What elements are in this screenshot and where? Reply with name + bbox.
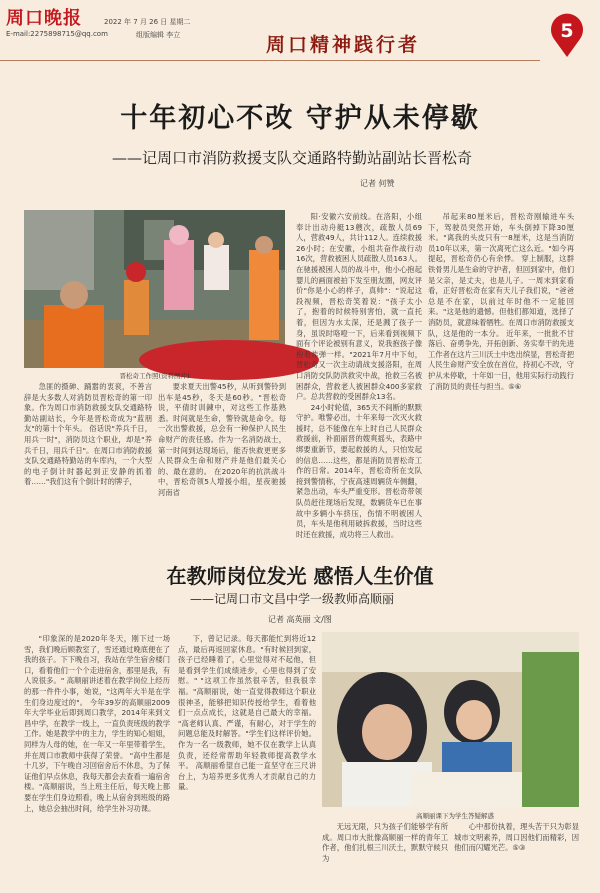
article1-paragraph: 要求夏天出警45秒，从听到警铃到出车是45秒，冬天是60秒。"晋松奇说，平倩时训鍊中，对这些工作基熟悉。时间就是生命，警铃就是命令。每一次出警救援，总会有一种保护人民生命财产的责任感。作为一名消防战士，第一时间到达现场后，能否快救更更多人民群众生命和财产并是他们最关心的、最在意的。 在2020年的抗洪战斗中，晋松奇领5人增援小组，星夜驰援河南省 [158,382,286,497]
article1-byline: 记者 何赞 [360,179,395,188]
issue-date: 2022 年 7 月 26 日 星期二 [104,18,191,26]
article1-subtitle: ——记周口市消防救援支队交通路特勤站副站长晋松奇 [112,149,473,167]
article2-subtitle: ——记周口市文昌中学一级教师高顺丽 [190,592,395,606]
article2-column-2 [178,634,316,880]
newspaper-header [0,0,600,62]
teacher-photo [322,632,579,807]
article2-title: 在教师岗位发光 感悟人生价值 [166,564,434,588]
header-divider [0,60,540,61]
article2-column-3 [322,822,448,882]
article2-paragraph: 心中那份执着，理头苦干只为彰显城市文明素养，周口因他们而精彩，因他们而闪耀光芒。⑤③ [454,822,579,853]
firefighter-photo [24,210,285,368]
page-editor: 组版编辑 李立 [136,31,181,39]
article1-paragraph: 急匪的摄砷、踊嚣的衷衮，不善言辞是大多数人对消防员晋松奇的第一印象。作为周口市消防救援支队交通路特勤站副站长，今年是晋松奇成为"蓝朋友"的第十个年头。 俗话说"养兵千日，用兵一时"，消防员这个职业，却是"养兵千日，用兵千日"。在周口市消防救援支队交通路特勤站的车库内，一个大型的电子倒计时器起到正安静的抓着着……"我们这有个倒计时的牌子， [24,382,152,487]
article2-paragraph: 下，曾记记录。每天都能忙到将近12点，最后再返回家休息。"有时候回到家，孩子已经睡着了，心里觉得对不起他，但是看到学生们成绩进步，心里也得到了安慰。" "这项工作虽然很辛苦，但我很幸福。"高顺丽说，她一直觉得教师这个职业很神圣，能够把知识传授给学生，看着他们一点点成长，这就是自己最大的幸福。 "高老师认真、严谨，有耐心，对于学生的问题总能及时解答。"学生们这样评价她。作为一名一级教师，她不仅在教学上认真负责，还经常帮助年轻教师提高教学水平。 高顺丽希望自己能一直坚守在三尺讲台上，为培养更多优秀人才贡献自己的力量。 [178,634,316,792]
article2-byline: 记者 高英丽 文/图 [268,615,332,624]
teacher-photo-illustration [322,632,579,807]
article1-column-3 [296,212,422,539]
article1-paragraph: 阳·安徽六安前线。在洛阳，小组奉计出动舟艇13艘次，疏散人员69人，营救49人，共计112人。连续救援26小时；在安徽，小组共奋作战行动16次，营救被困人员疏散人员163人。在驰援被困人员的战斗中，他小心抱起婴儿的画面被拍下发至朋友圈，网友评价"你是小心的样子，真帅"："说起这段视频，晋松奇笑着说："孩子太小了，抱着的时候特别害怕，就一直托着，但因为水太深，还是溅了孩子一身，虽说时咯噔一下，后来看到视频下面有个评论被别有意义，说我抱孩子像抱着炸弹一样。"2021年7月中下旬，晋松奇又一次主动请战支援洛阳，在周口消防交队防洪救灾中战，抢救三名被困群众，营救老人被困群众400多家救户。总共营救的受困群众13名。 [296,212,422,402]
contact-email: E-mail:2275898715@qq.com [6,30,108,38]
article1-column-2 [158,382,286,530]
article2-paragraph: 无远无限，只为孩子们能够学有所成。周口市大批像高顺丽一样的青年工作者，他们扎根三川沃土，默默守候只为 [322,822,448,863]
article2-column-4 [454,822,579,882]
article2-paragraph: "印象深的是2020年冬天，刚下过一场雪，我们晚后顾教室了，雪还通过晚底便在了我的孩子。下下晚自习，我站在学生宿舍楼门口，看着他们一个个走进宿舍，那里是我，有人说很多。" 高顺丽讲述着在教学岗位上经历的那一件件小事，她说，"这两年大半是在学生们身边度过的"。 今年39岁的高顺丽2009年大学毕业后即到周口教学，2014年来到文昌中学，在教学一线上，一直负责班级的教学工作。她是教学中的主力，学生的知心姐姐，同样为人母的她，在一年又一年里带着学生，并在周口市教师中获得了荣誉。 "高中生都是十几岁，下午晚自习回宿舍后不休息，为了保证他们早点休息，我每天都会去查看一遍宿舍楼。"高顺丽说，当上班主任后，每天晚上都要在学生们身边照看，晚上从宿舍到班级的路上，她总会抽出时间，给学生补习功课。 [24,634,170,813]
newspaper-logo: 周口晚报 [6,8,82,29]
article2-photo-caption: 高顺丽课下为学生答疑解惑 [416,812,494,820]
article1-photo-caption: 晋松奇工作照(资料图片) [119,372,190,380]
article1-paragraph: 24小时轮值，365天不间断的默默守护。唯警必出，十年来每一次灭火救援时，总不能像在车上时自己人民群众救援前，补面丽晋的嫂爽摇头，表路中绑要重新节，要起救援的人，只怕发起的信息……这些，都是消防员晋松奇工作的日常。2014年，晋松奇所在支队接到警情称，宁夜高速周辆货车侧翻，紧急出动，车头严重变形。晋松奇带领队员赶往现场后发现，数辆货车已在事故中多辆小车挤压，伤情不明被困人员，车头是他利用破拆救援，当时这些时还在救援，成功将三人救出。 [296,402,422,539]
article2-column-1 [24,634,170,880]
article1-paragraph: 吊起来80厘米后，晋松奇刚输进车头下，驾驶员突然开始，车头倒掉下降30厘米。"离我的头皮只有一8厘米，这是当消防员10年以来，第一次离死亡这么近。"如今再提起，晋松奇仍心有余悸。 穿上制服，这群铁骨男儿是生命的守护者，但回到家中，他们是父亲，是丈夫，也是儿子。一周末到家看看，正好晋松奇在家有天儿子我们说，"爸爸总是不在家，以前过年时他不一定能回来。"这是他的遗憾。但他们都知道，选择了消防员，就意味着牺牲。在周口市消防救援支队，这是他的一本分。 近年来，一批批不甘落后、奋勇争先，开拓创新、务实奉干的先进工作者在这片三川沃土中迭出缤显，晋松奇把人民生命财产安全放在首位，持初心不改，守护从未停歇，十年如一日，他用实际行动践行了消防员的责任与担当。⑤⑥ [428,212,574,391]
section-title: 周口精神践行者 [266,34,421,56]
article1-title: 十年初心不改 守护从未停歇 [120,103,480,134]
article1-column-4 [428,212,574,530]
firefighter-photo-illustration [24,210,285,368]
article1-column-1 [24,382,152,530]
page-number: 5 [560,20,574,42]
